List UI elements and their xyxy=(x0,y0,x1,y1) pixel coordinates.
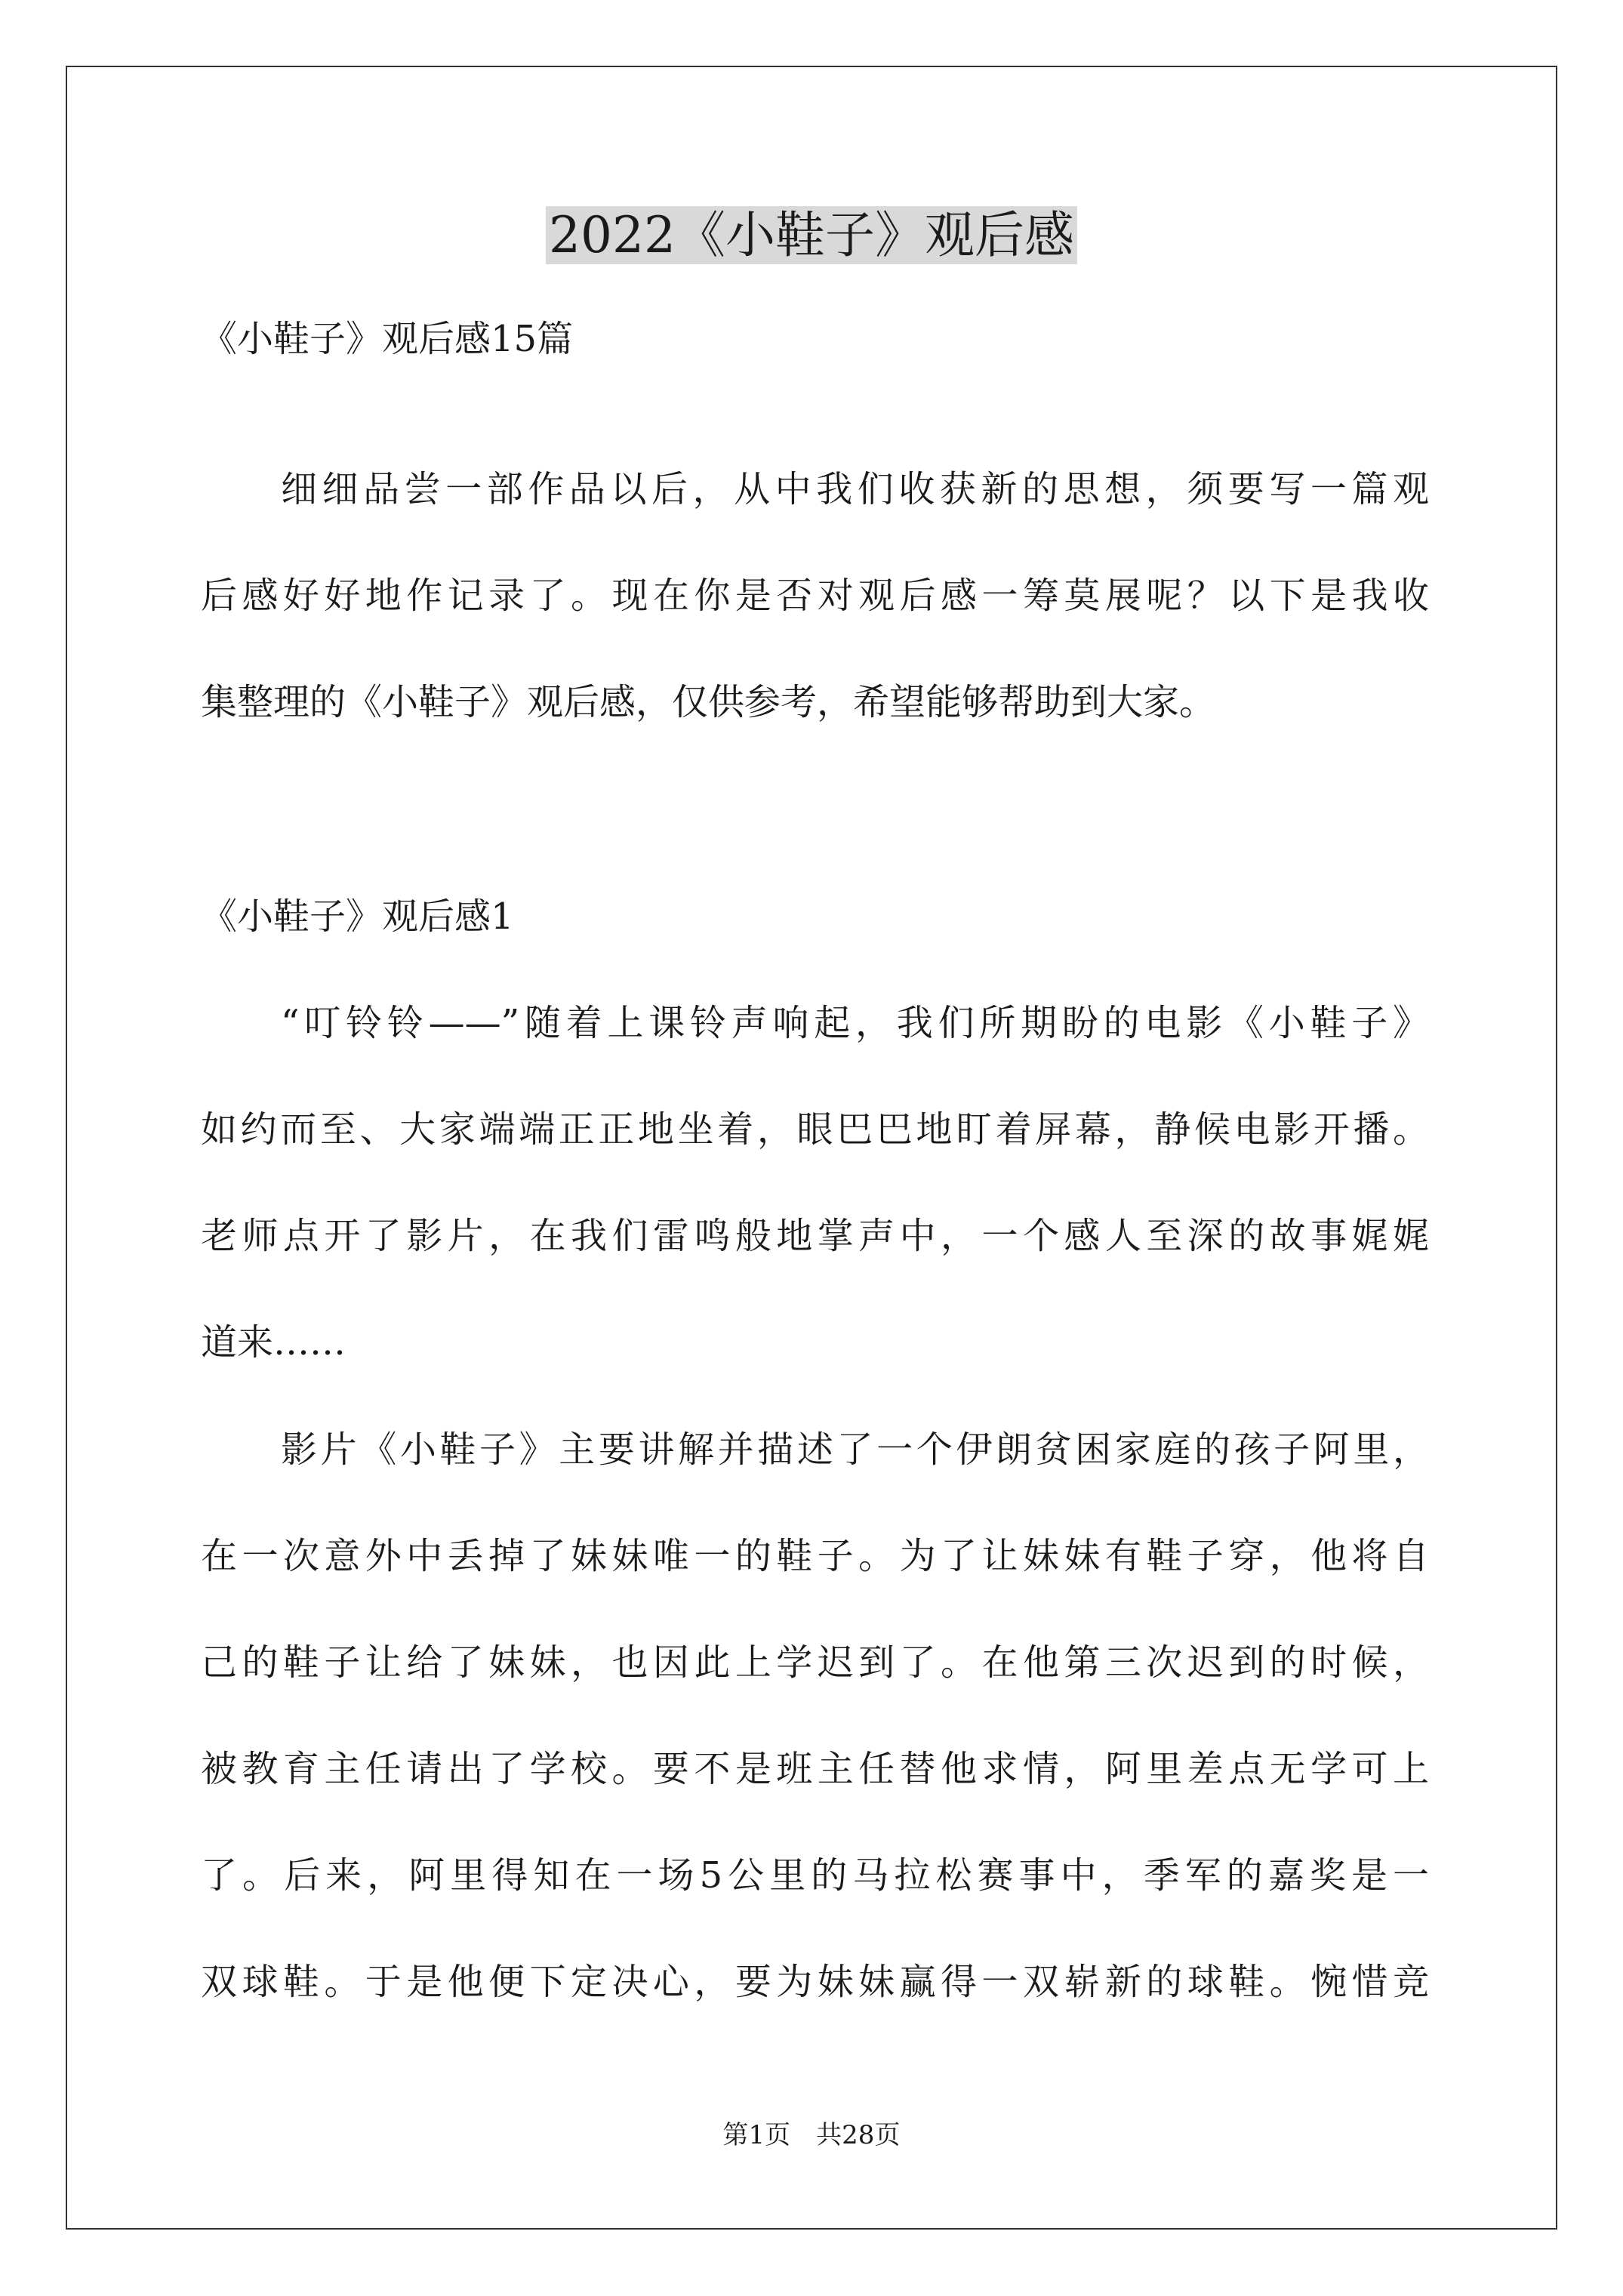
paragraph-line: 道来…… xyxy=(201,1321,346,1364)
paragraph-line: 在一次意外中丢掉了妹妹唯一的鞋子。为了让妹妹有鞋子穿，他将自 xyxy=(201,1535,1429,1577)
document-title: 2022《小鞋子》观后感 xyxy=(0,198,1623,273)
section-heading: 《小鞋子》观后感1 xyxy=(201,895,514,938)
intro-line: 细细品尝一部作品以后，从中我们收获新的思想，须要写一篇观 xyxy=(281,468,1429,510)
paragraph-line: “叮铃铃——”随着上课铃声响起，我们所期盼的电影《小鞋子》 xyxy=(281,1002,1429,1044)
paragraph-line: 如约而至、大家端端正正地坐着，眼巴巴地盯着屏幕，静候电影开播。 xyxy=(201,1108,1429,1151)
paragraph-line: 己的鞋子让给了妹妹，也因此上学迟到了。在他第三次迟到的时候， xyxy=(201,1641,1429,1684)
intro-line: 集整理的《小鞋子》观后感，仅供参考，希望能够帮助到大家。 xyxy=(201,681,1216,723)
intro-line: 后感好好地作记录了。现在你是否对观后感一筹莫展呢？以下是我收 xyxy=(201,575,1429,617)
paragraph-line: 影片《小鞋子》主要讲解并描述了一个伊朗贫困家庭的孩子阿里， xyxy=(281,1428,1429,1471)
paragraph-line: 被教育主任请出了学校。要不是班主任替他求情，阿里差点无学可上 xyxy=(201,1748,1429,1790)
page-number: 第1页 共28页 xyxy=(722,2120,901,2150)
paragraph-line: 双球鞋。于是他便下定决心，要为妹妹赢得一双崭新的球鞋。惋惜竞 xyxy=(201,1961,1429,2003)
paragraph-line: 老师点开了影片，在我们雷鸣般地掌声中，一个感人至深的故事娓娓 xyxy=(201,1215,1429,1257)
paragraph-line: 了。后来，阿里得知在一场5公里的马拉松赛事中，季军的嘉奖是一 xyxy=(201,1854,1429,1897)
subtitle: 《小鞋子》观后感15篇 xyxy=(201,318,574,360)
